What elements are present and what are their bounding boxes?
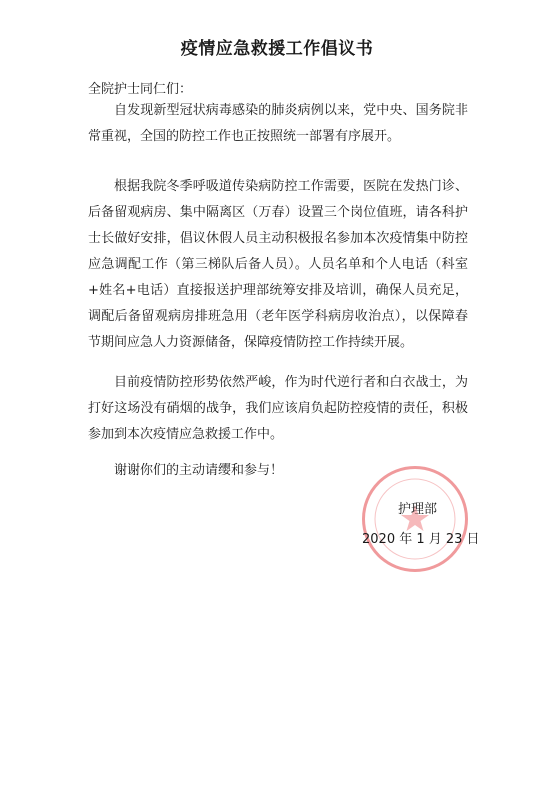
signature-department: 护理部 — [398, 502, 438, 517]
signature-date: 2020 年 1 月 23 日 — [362, 532, 480, 547]
document-title: 疫情应急救援工作倡议书 — [180, 39, 374, 59]
paragraph-3: 目前疫情防控形势依然严峻，作为时代逆行者和白衣战士，为打好这场没有硝烟的战争，我们应该肩负起防控疫情的责任，积极参加到本次疫情应急救援工作中。 — [88, 375, 468, 442]
official-seal-icon — [362, 466, 468, 572]
paragraph-4: 谢谢你们的主动请缨和参与！ — [114, 463, 284, 478]
paragraph-1: 自发现新型冠状病毒感染的肺炎病例以来，党中央、国务院非常重视，全国的防控工作也正按照统一部署有序展开。 — [88, 103, 468, 144]
paragraph-2: 根据我院冬季呼吸道传染病防控工作需要，医院在发热门诊、后备留观病房、集中隔离区（万春）设置三个岗位值班，请各科护士长做好安排，倡议休假人员主动积极报名参加本次疫情集中防控应急调配工作（第三梯队后备人员）。人员名单和个人电话（科室+姓名+电话）直接报送护理部统筹安排及培训，确保人员充足，调配后备留观病房排班急用（老年医学科病房收治点），以保障春节期间应急人力资源储备，保障疫情防控工作持续开展。 — [88, 179, 468, 350]
salutation: 全院护士同仁们： — [88, 82, 193, 97]
